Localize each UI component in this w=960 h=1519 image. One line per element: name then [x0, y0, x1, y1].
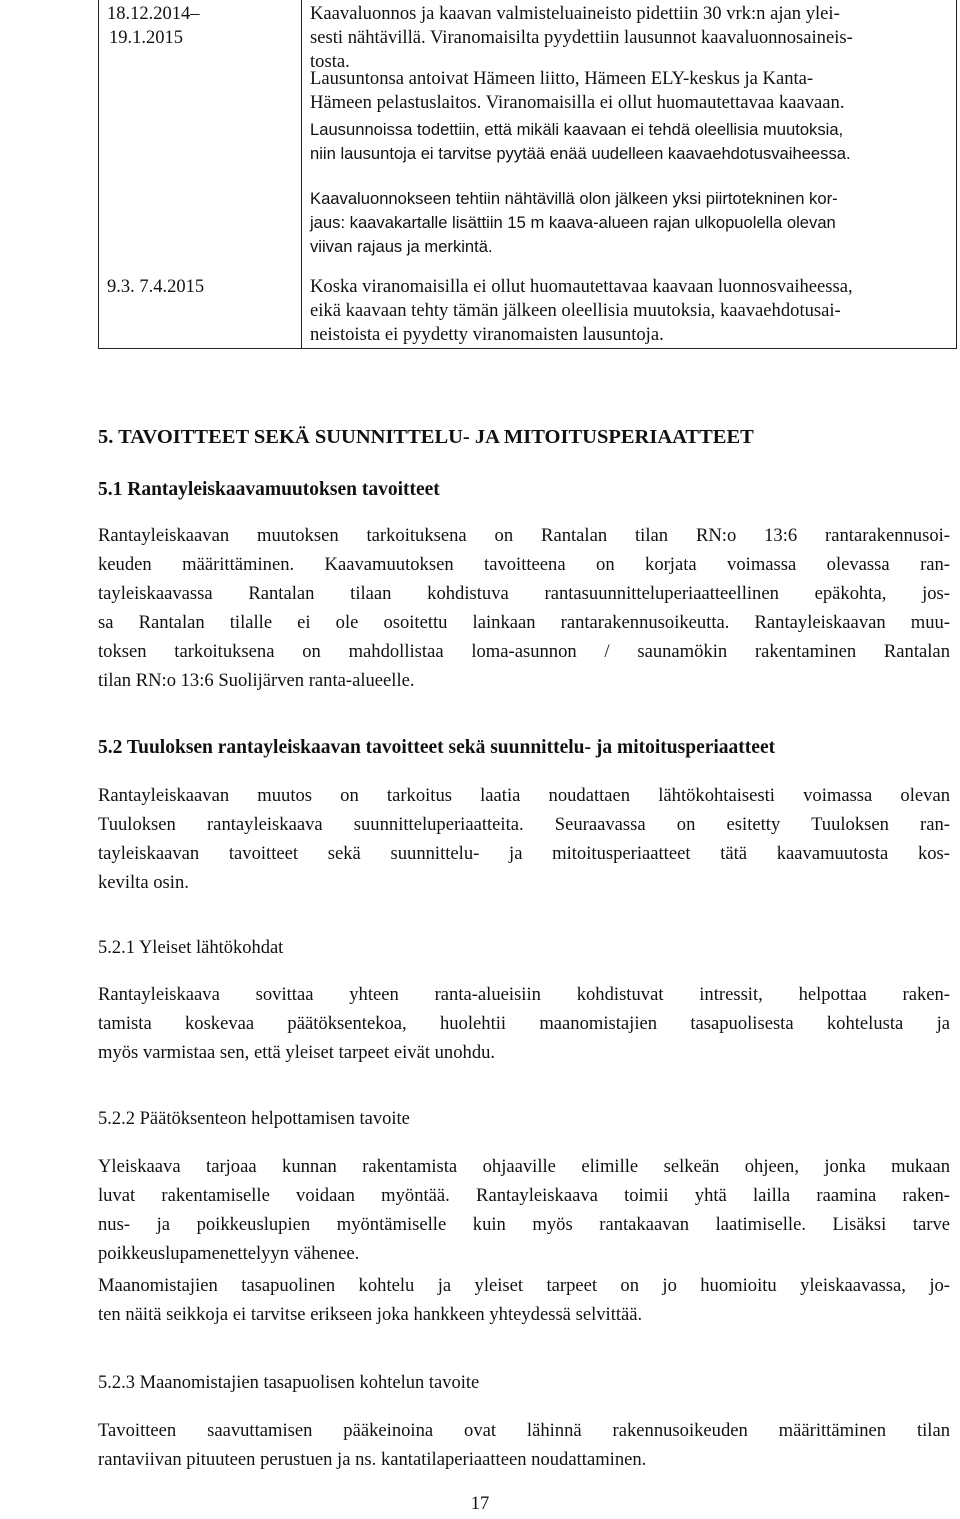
text-line: tayleiskaavan tavoitteet sekä suunnittelu- ja mitoitusperiaatteet tätä kaavamuutosta kos- — [98, 843, 950, 864]
text-line: Koska viranomaisilla ei ollut huomautettavaa kaavaan luonnosvaiheessa, — [310, 276, 853, 297]
text-line: Lausunnoissa todettiin, että mikäli kaavaan ei tehdä oleellisia muutoksia, — [310, 120, 844, 139]
table-column-divider — [301, 0, 302, 348]
text-line: tayleiskaavassa Rantalan tilaan kohdistuva rantasuunnitteluperiaatteellinen epäkohta, jos- — [98, 583, 950, 604]
table-row-1-para-3 — [310, 118, 950, 166]
text-line: myös varmistaa sen, että yleiset tarpeet eivät unohdu. — [98, 1042, 496, 1063]
paragraph-5-2 — [98, 781, 950, 897]
paragraph-5-2-2-b — [98, 1271, 950, 1329]
text-line: luvat rakentamiselle voidaan myöntää. Rantayleiskaava toimii yhtä lailla raamina raken- — [98, 1185, 950, 1206]
text-line: toksen tarkoituksena on mahdollistaa loma-asunnon / saunamökin rakentaminen Rantalan — [98, 641, 950, 662]
section-heading: 5. TAVOITTEET SEKÄ SUUNNITTELU- JA MITOITUSPERIAATTEET — [98, 426, 754, 448]
text-line: sesti nähtävillä. Viranomaisilta pyydettiin lausunnot kaavaluonnosaineis- — [310, 27, 853, 49]
text-line: rantaviivan pituuteen perustuen ja ns. kantatilaperiaatteen noudattaminen. — [98, 1449, 647, 1470]
text-line: Rantayleiskaava sovittaa yhteen ranta-alueisiin kohdistuvat intressit, helpottaa raken- — [98, 984, 950, 1005]
paragraph-5-2-2-a — [98, 1152, 950, 1268]
text-line: ten näitä seikkoja ei tarvitse erikseen joka hankkeen yhteydessä selvittää. — [98, 1304, 643, 1325]
text-line: Kaavaluonnokseen tehtiin nähtävillä olon jälkeen yksi piirtotekninen kor- — [310, 189, 838, 208]
text-line: niin lausuntoja ei tarvitse pyytää enää uudelleen kaavaehdotusvaiheessa. — [310, 144, 851, 164]
table-row-1-para-4 — [310, 187, 950, 260]
text-line: viivan rajaus ja merkintä. — [310, 237, 493, 257]
table-row-1-para-1 — [310, 2, 950, 75]
table-row-1-para-2 — [310, 67, 950, 115]
text-line: nus- ja poikkeuslupien myöntämiselle kuin myös rantakaavan laatimiselle. Lisäksi tarve — [98, 1214, 950, 1235]
text-line: kevilta osin. — [98, 872, 189, 893]
paragraph-5-1 — [98, 521, 950, 695]
paragraph-5-2-1 — [98, 980, 950, 1067]
date-line: 9.3. 7.4.2015 — [107, 277, 205, 297]
text-line: Hämeen pelastuslaitos. Viranomaisilla ei ollut huomautettavaa kaavaan. — [310, 92, 845, 114]
text-line: neistoista ei pyydetty viranomaisten lausuntoja. — [310, 324, 664, 346]
text-line: Tavoitteen saavuttamisen pääkeinoina ovat lähinnä rakennusoikeuden määrittäminen tilan — [98, 1420, 950, 1441]
text-line: sa Rantalan tilalle ei ole osoitettu lainkaan rantarakennusoikeutta. Rantayleiskaavan muu- — [98, 612, 950, 633]
subsection-heading: 5.2 Tuuloksen rantayleiskaavan tavoitteet sekä suunnittelu- ja mitoitusperiaatteet — [98, 737, 776, 758]
text-line: Yleiskaava tarjoaa kunnan rakentamista ohjaaville elimille selkeän ohjeen, jonka mukaan — [98, 1156, 950, 1177]
text-line: Lausuntonsa antoivat Hämeen liitto, Hämeen ELY-keskus ja Kanta- — [310, 68, 814, 89]
text-line: tilan RN:o 13:6 Suolijärven ranta-alueelle. — [98, 670, 415, 691]
text-line: keuden määrittäminen. Kaavamuutoksen tavoitteena on korjata voimassa olevassa ran- — [98, 554, 950, 575]
text-line: eikä kaavaan tehty tämän jälkeen oleellisia muutoksia, kaavaehdotusai- — [310, 300, 841, 322]
text-line: jaus: kaavakartalle lisättiin 15 m kaava-alueen rajan ulkopuolella olevan — [310, 213, 836, 233]
paragraph-5-2-3 — [98, 1416, 950, 1474]
subsubsection-heading: 5.2.3 Maanomistajien tasapuolisen kohtelun tavoite — [98, 1373, 480, 1393]
text-line: Rantayleiskaavan muutos on tarkoitus laatia noudattaen lähtökohtaisesti voimassa olevan — [98, 785, 950, 806]
page-number: 17 — [470, 1494, 490, 1514]
text-line: Kaavaluonnos ja kaavan valmisteluaineisto pidettiin 30 vrk:n ajan ylei- — [310, 3, 840, 24]
table-row-1-date — [107, 2, 200, 50]
subsection-heading: 5.1 Rantayleiskaavamuutoksen tavoitteet — [98, 479, 440, 500]
table-row-2-date — [107, 275, 204, 299]
subsubsection-heading: 5.2.2 Päätöksenteon helpottamisen tavoite — [98, 1109, 410, 1129]
subsubsection-heading: 5.2.1 Yleiset lähtökohdat — [98, 938, 284, 958]
text-line: Maanomistajien tasapuolinen kohtelu ja yleiset tarpeet on jo huomioitu yleiskaavassa, jo- — [98, 1275, 950, 1296]
text-line: tamista koskevaa päätöksentekoa, huolehtii maanomistajien tasapuolisesta kohtelusta ja — [98, 1013, 950, 1034]
review-table — [98, 0, 957, 349]
date-line: 19.1.2015 — [109, 28, 183, 48]
text-line: poikkeuslupamenettelyyn vähenee. — [98, 1243, 360, 1264]
text-line: tosta. — [310, 51, 350, 73]
table-row-2-para-1 — [310, 275, 950, 348]
text-line: Rantayleiskaavan muutoksen tarkoituksena on Rantalan tilan RN:o 13:6 rantarakennusoi- — [98, 525, 950, 546]
date-line: 18.12.2014– — [107, 4, 200, 24]
text-line: Tuuloksen rantayleiskaava suunnitteluperiaatteita. Seuraavassa on esitetty Tuuloksen ran- — [98, 814, 950, 835]
